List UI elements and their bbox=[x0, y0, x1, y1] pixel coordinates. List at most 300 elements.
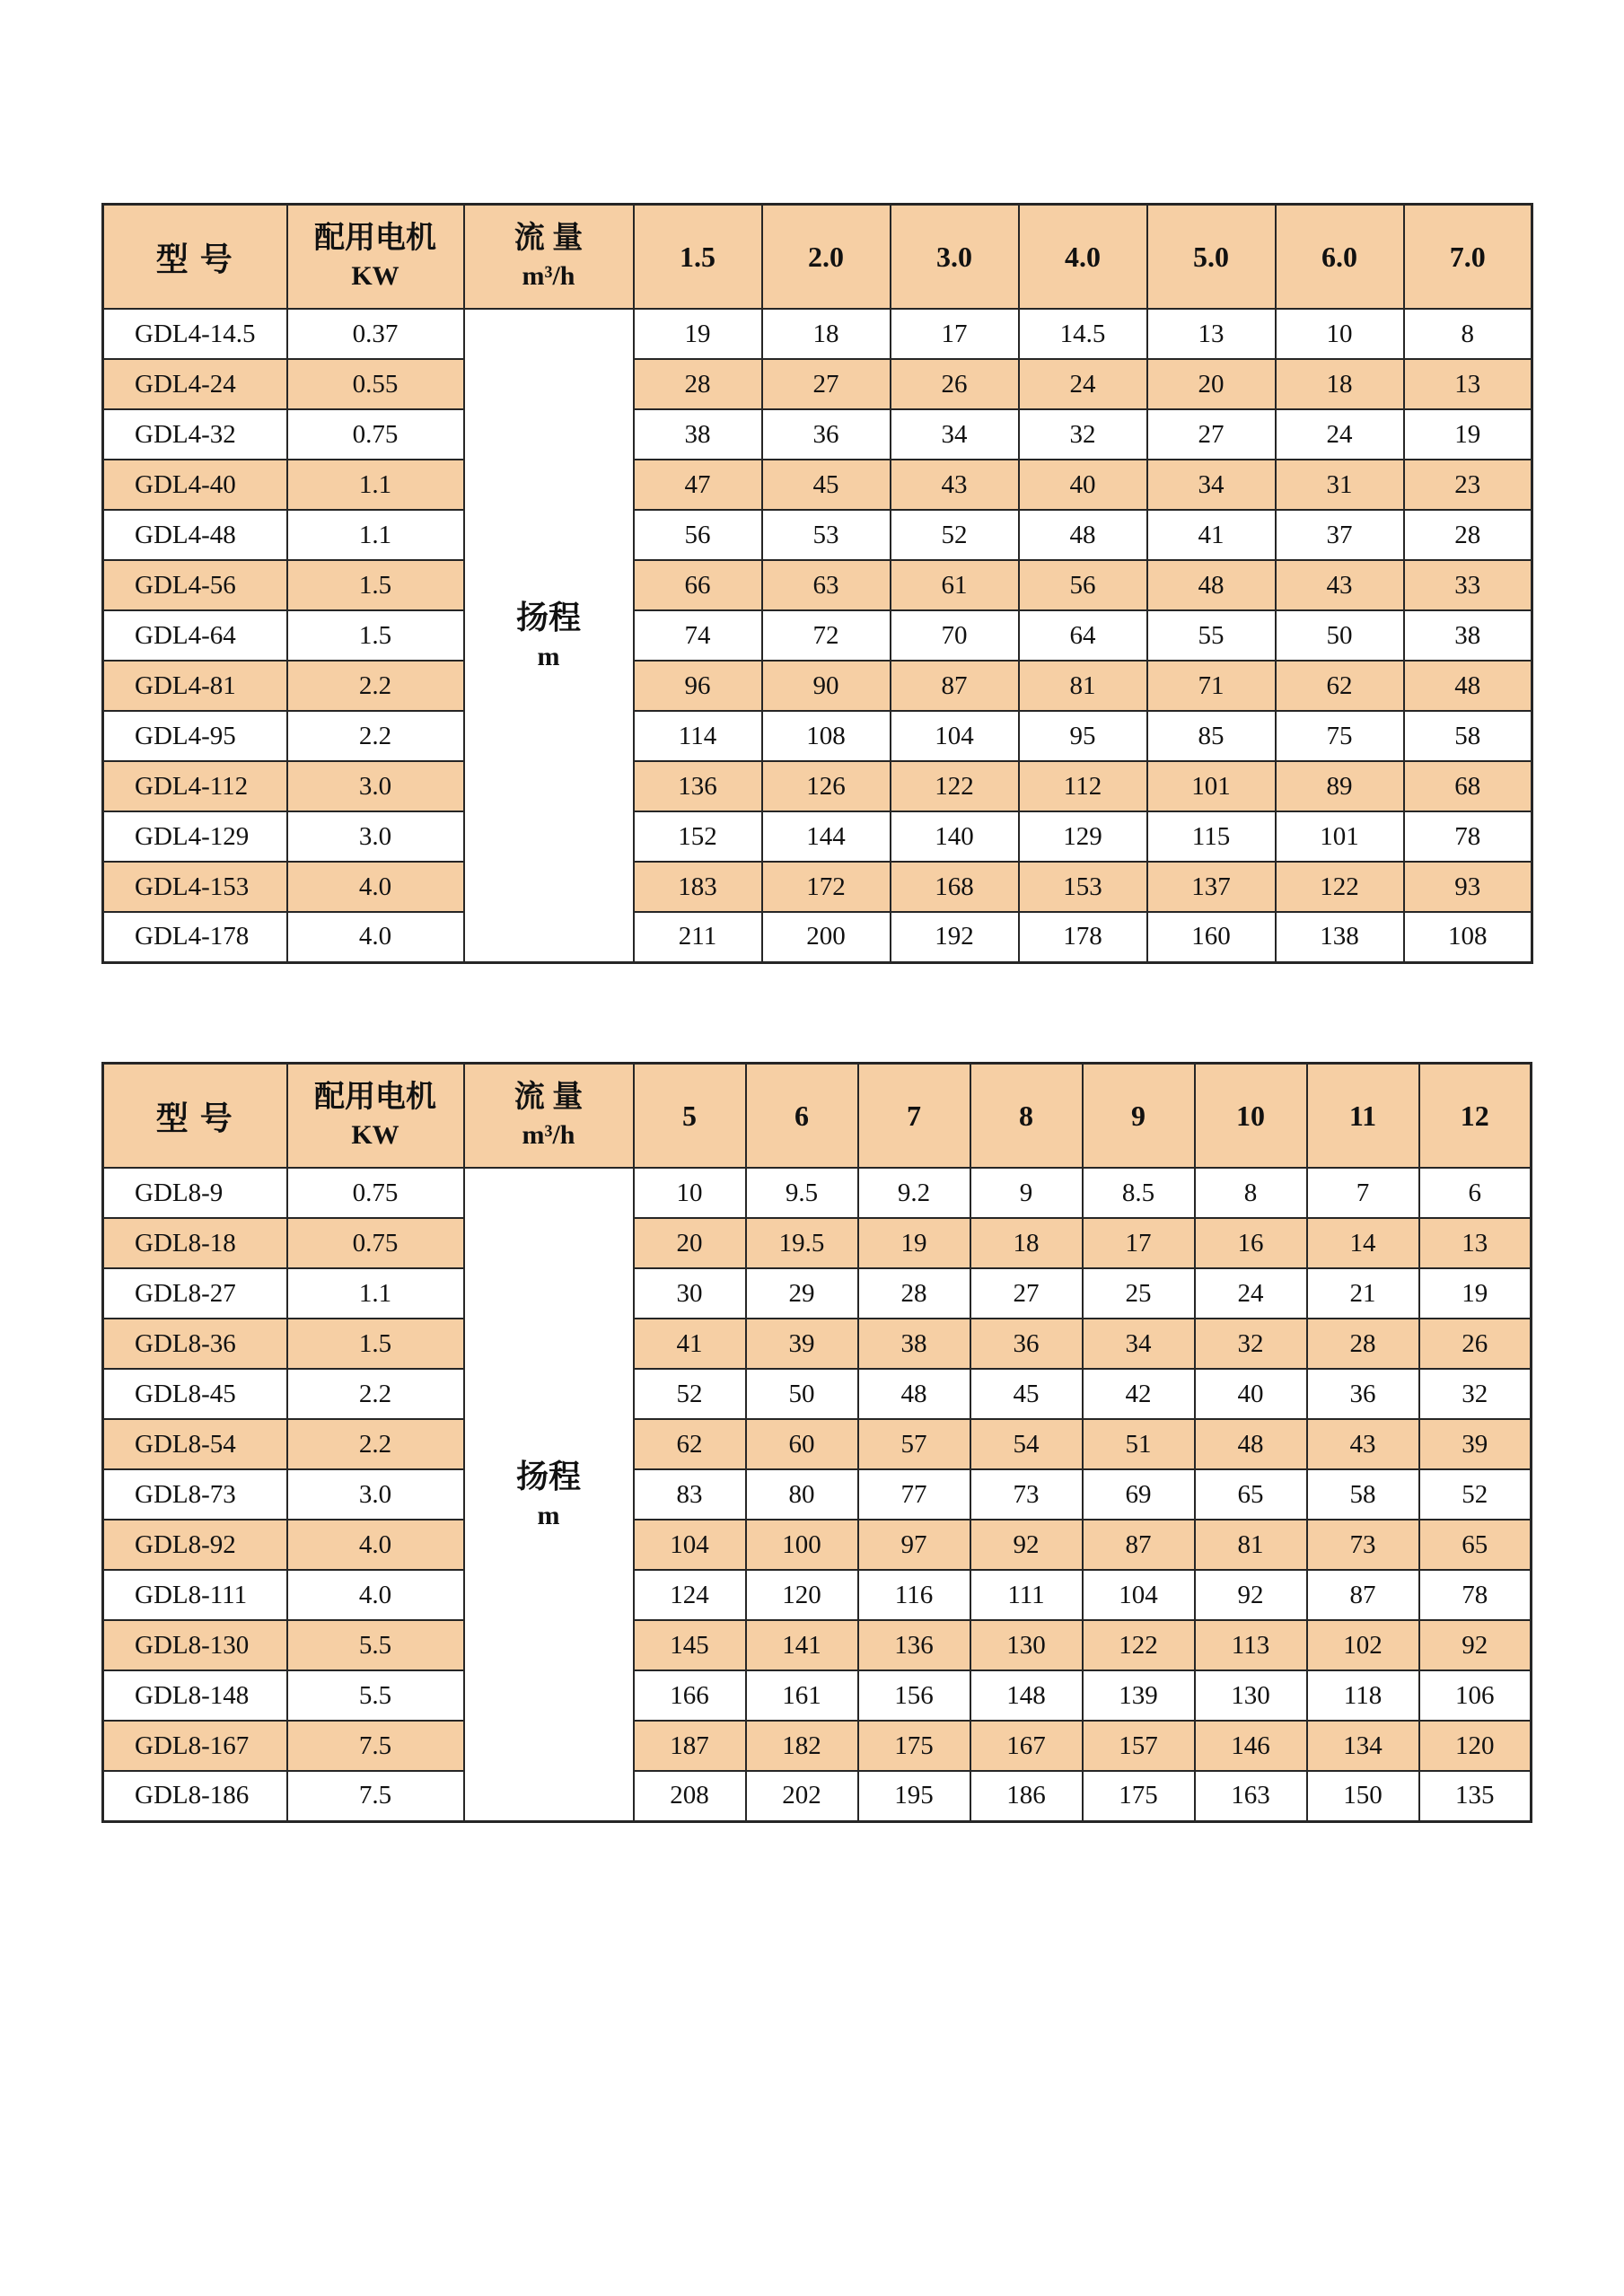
flow-value-header: 3.0 bbox=[891, 205, 1019, 310]
head-value-cell: 96 bbox=[634, 661, 762, 711]
head-value-cell: 38 bbox=[634, 409, 762, 460]
head-value-cell: 153 bbox=[1019, 862, 1147, 912]
head-value-cell: 48 bbox=[1404, 661, 1532, 711]
head-value-cell: 32 bbox=[1019, 409, 1147, 460]
head-value-cell: 70 bbox=[891, 610, 1019, 661]
head-value-cell: 50 bbox=[746, 1369, 858, 1419]
head-value-cell: 57 bbox=[858, 1419, 970, 1469]
table-row bbox=[103, 1620, 1532, 1670]
flow-value-header: 2.0 bbox=[762, 205, 891, 310]
motor-power-cell: 1.1 bbox=[287, 460, 464, 510]
table-row bbox=[103, 1771, 1532, 1821]
head-value-cell: 102 bbox=[1307, 1620, 1419, 1670]
motor-power-cell: 2.2 bbox=[287, 1419, 464, 1469]
model-cell: GDL8-148 bbox=[103, 1670, 287, 1721]
head-value-cell: 163 bbox=[1195, 1771, 1307, 1821]
head-value-cell: 41 bbox=[634, 1319, 746, 1369]
model-cell: GDL8-92 bbox=[103, 1520, 287, 1570]
head-value-cell: 160 bbox=[1147, 912, 1276, 962]
head-value-cell: 141 bbox=[746, 1620, 858, 1670]
head-value-cell: 78 bbox=[1404, 811, 1532, 862]
head-value-cell: 104 bbox=[891, 711, 1019, 761]
head-value-cell: 33 bbox=[1404, 560, 1532, 610]
head-value-cell: 8.5 bbox=[1083, 1168, 1195, 1218]
head-value-cell: 20 bbox=[1147, 359, 1276, 409]
flow-value-header: 10 bbox=[1195, 1064, 1307, 1169]
head-value-cell: 24 bbox=[1276, 409, 1404, 460]
header-row bbox=[103, 1064, 1532, 1169]
head-value-cell: 52 bbox=[1419, 1469, 1532, 1520]
head-value-cell: 108 bbox=[1404, 912, 1532, 962]
head-value-cell: 13 bbox=[1147, 309, 1276, 359]
head-value-cell: 50 bbox=[1276, 610, 1404, 661]
table-row bbox=[103, 1670, 1532, 1721]
head-value-cell: 175 bbox=[858, 1721, 970, 1771]
table-row bbox=[103, 610, 1532, 661]
head-value-cell: 19 bbox=[634, 309, 762, 359]
motor-header-unit: KW bbox=[351, 1120, 399, 1150]
head-value-cell: 73 bbox=[970, 1469, 1083, 1520]
head-value-cell: 182 bbox=[746, 1721, 858, 1771]
head-value-cell: 80 bbox=[746, 1469, 858, 1520]
head-value-cell: 130 bbox=[1195, 1670, 1307, 1721]
head-unit: m bbox=[537, 1500, 560, 1530]
head-value-cell: 8 bbox=[1195, 1168, 1307, 1218]
table-row bbox=[103, 1168, 1532, 1218]
flow-value-header: 6 bbox=[746, 1064, 858, 1169]
head-value-cell: 26 bbox=[891, 359, 1019, 409]
head-value-cell: 97 bbox=[858, 1520, 970, 1570]
table-row bbox=[103, 409, 1532, 460]
head-value-cell: 192 bbox=[891, 912, 1019, 962]
head-value-cell: 17 bbox=[891, 309, 1019, 359]
motor-power-cell: 7.5 bbox=[287, 1721, 464, 1771]
motor-header-line1: 配用电机 bbox=[314, 222, 436, 255]
head-value-cell: 101 bbox=[1276, 811, 1404, 862]
model-cell: GDL8-27 bbox=[103, 1268, 287, 1319]
head-value-cell: 60 bbox=[746, 1419, 858, 1469]
motor-header-unit: KW bbox=[351, 261, 399, 291]
model-cell: GDL4-64 bbox=[103, 610, 287, 661]
head-value-cell: 69 bbox=[1083, 1469, 1195, 1520]
table-row bbox=[103, 309, 1532, 359]
head-value-cell: 52 bbox=[891, 510, 1019, 560]
flow-value-header: 9 bbox=[1083, 1064, 1195, 1169]
model-cell: GDL4-153 bbox=[103, 862, 287, 912]
head-value-cell: 25 bbox=[1083, 1268, 1195, 1319]
head-value-cell: 87 bbox=[1307, 1570, 1419, 1620]
head-value-cell: 152 bbox=[634, 811, 762, 862]
flow-value-header: 5 bbox=[634, 1064, 746, 1169]
head-value-cell: 32 bbox=[1195, 1319, 1307, 1369]
head-value-cell: 65 bbox=[1419, 1520, 1532, 1570]
model-cell: GDL4-48 bbox=[103, 510, 287, 560]
table-row bbox=[103, 1469, 1532, 1520]
gdl8-performance-table bbox=[101, 1062, 1532, 1823]
motor-power-cell: 0.75 bbox=[287, 1168, 464, 1218]
head-value-cell: 19 bbox=[1404, 409, 1532, 460]
motor-power-cell: 5.5 bbox=[287, 1670, 464, 1721]
head-value-cell: 156 bbox=[858, 1670, 970, 1721]
head-value-cell: 120 bbox=[1419, 1721, 1532, 1771]
flow-header-line1: 流 量 bbox=[514, 1081, 584, 1114]
head-value-cell: 161 bbox=[746, 1670, 858, 1721]
table-row bbox=[103, 460, 1532, 510]
head-value-cell: 100 bbox=[746, 1520, 858, 1570]
head-value-cell: 71 bbox=[1147, 661, 1276, 711]
head-value-cell: 202 bbox=[746, 1771, 858, 1821]
head-value-cell: 81 bbox=[1019, 661, 1147, 711]
head-value-cell: 36 bbox=[762, 409, 891, 460]
head-value-cell: 134 bbox=[1307, 1721, 1419, 1771]
head-value-cell: 92 bbox=[1195, 1570, 1307, 1620]
head-value-cell: 61 bbox=[891, 560, 1019, 610]
head-value-cell: 19.5 bbox=[746, 1218, 858, 1268]
head-value-cell: 43 bbox=[891, 460, 1019, 510]
table-header bbox=[103, 205, 1532, 310]
model-cell: GDL8-18 bbox=[103, 1218, 287, 1268]
head-value-cell: 87 bbox=[1083, 1520, 1195, 1570]
head-label: 扬程 bbox=[515, 1458, 581, 1494]
motor-power-cell: 2.2 bbox=[287, 711, 464, 761]
flow-value-header: 11 bbox=[1307, 1064, 1419, 1169]
table-row bbox=[103, 862, 1532, 912]
head-value-cell: 8 bbox=[1404, 309, 1532, 359]
head-value-cell: 42 bbox=[1083, 1369, 1195, 1419]
head-value-cell: 172 bbox=[762, 862, 891, 912]
head-value-cell: 36 bbox=[970, 1319, 1083, 1369]
flow-value-header: 8 bbox=[970, 1064, 1083, 1169]
head-unit-merged-cell bbox=[464, 309, 634, 962]
motor-power-cell: 1.5 bbox=[287, 560, 464, 610]
table-row bbox=[103, 1721, 1532, 1771]
motor-header-line1: 配用电机 bbox=[314, 1081, 436, 1114]
table-body bbox=[103, 309, 1532, 962]
head-value-cell: 150 bbox=[1307, 1771, 1419, 1821]
head-value-cell: 77 bbox=[858, 1469, 970, 1520]
head-value-cell: 43 bbox=[1307, 1419, 1419, 1469]
head-value-cell: 64 bbox=[1019, 610, 1147, 661]
head-value-cell: 124 bbox=[634, 1570, 746, 1620]
table-row bbox=[103, 661, 1532, 711]
head-value-cell: 120 bbox=[746, 1570, 858, 1620]
head-value-cell: 39 bbox=[1419, 1419, 1532, 1469]
head-value-cell: 74 bbox=[634, 610, 762, 661]
model-cell: GDL4-112 bbox=[103, 761, 287, 811]
flow-header-unit: m³/h bbox=[522, 261, 575, 291]
flow-column-header bbox=[464, 1064, 634, 1169]
head-value-cell: 27 bbox=[1147, 409, 1276, 460]
model-cell: GDL8-111 bbox=[103, 1570, 287, 1620]
model-cell: GDL4-14.5 bbox=[103, 309, 287, 359]
motor-power-cell: 4.0 bbox=[287, 1520, 464, 1570]
head-value-cell: 23 bbox=[1404, 460, 1532, 510]
head-value-cell: 138 bbox=[1276, 912, 1404, 962]
head-value-cell: 126 bbox=[762, 761, 891, 811]
motor-power-cell: 4.0 bbox=[287, 862, 464, 912]
model-cell: GDL4-81 bbox=[103, 661, 287, 711]
head-value-cell: 58 bbox=[1307, 1469, 1419, 1520]
head-value-cell: 29 bbox=[746, 1268, 858, 1319]
head-value-cell: 85 bbox=[1147, 711, 1276, 761]
table-body bbox=[103, 1168, 1532, 1821]
head-value-cell: 104 bbox=[1083, 1570, 1195, 1620]
head-value-cell: 34 bbox=[891, 409, 1019, 460]
flow-value-header: 7.0 bbox=[1404, 205, 1532, 310]
head-value-cell: 211 bbox=[634, 912, 762, 962]
flow-value-header: 1.5 bbox=[634, 205, 762, 310]
model-cell: GDL4-32 bbox=[103, 409, 287, 460]
head-value-cell: 47 bbox=[634, 460, 762, 510]
table-header bbox=[103, 1064, 1532, 1169]
head-value-cell: 148 bbox=[970, 1670, 1083, 1721]
head-value-cell: 39 bbox=[746, 1319, 858, 1369]
head-value-cell: 137 bbox=[1147, 862, 1276, 912]
head-value-cell: 63 bbox=[762, 560, 891, 610]
head-value-cell: 38 bbox=[858, 1319, 970, 1369]
head-value-cell: 83 bbox=[634, 1469, 746, 1520]
head-value-cell: 52 bbox=[634, 1369, 746, 1419]
head-value-cell: 28 bbox=[634, 359, 762, 409]
table-row bbox=[103, 1319, 1532, 1369]
head-value-cell: 111 bbox=[970, 1570, 1083, 1620]
head-value-cell: 78 bbox=[1419, 1570, 1532, 1620]
head-value-cell: 89 bbox=[1276, 761, 1404, 811]
head-value-cell: 208 bbox=[634, 1771, 746, 1821]
motor-power-cell: 4.0 bbox=[287, 1570, 464, 1620]
head-value-cell: 106 bbox=[1419, 1670, 1532, 1721]
head-value-cell: 144 bbox=[762, 811, 891, 862]
gdl4-performance-table bbox=[101, 203, 1533, 964]
head-value-cell: 19 bbox=[858, 1218, 970, 1268]
head-value-cell: 10 bbox=[1276, 309, 1404, 359]
head-value-cell: 14 bbox=[1307, 1218, 1419, 1268]
head-value-cell: 129 bbox=[1019, 811, 1147, 862]
head-value-cell: 16 bbox=[1195, 1218, 1307, 1268]
head-value-cell: 66 bbox=[634, 560, 762, 610]
head-value-cell: 38 bbox=[1404, 610, 1532, 661]
head-value-cell: 51 bbox=[1083, 1419, 1195, 1469]
head-value-cell: 187 bbox=[634, 1721, 746, 1771]
table-row bbox=[103, 912, 1532, 962]
head-value-cell: 115 bbox=[1147, 811, 1276, 862]
head-value-cell: 27 bbox=[970, 1268, 1083, 1319]
head-value-cell: 73 bbox=[1307, 1520, 1419, 1570]
table-row bbox=[103, 560, 1532, 610]
head-value-cell: 37 bbox=[1276, 510, 1404, 560]
head-value-cell: 48 bbox=[1195, 1419, 1307, 1469]
motor-power-cell: 2.2 bbox=[287, 1369, 464, 1419]
head-value-cell: 104 bbox=[634, 1520, 746, 1570]
model-cell: GDL8-186 bbox=[103, 1771, 287, 1821]
flow-value-header: 5.0 bbox=[1147, 205, 1276, 310]
head-value-cell: 87 bbox=[891, 661, 1019, 711]
head-value-cell: 62 bbox=[634, 1419, 746, 1469]
table-row bbox=[103, 510, 1532, 560]
table-row bbox=[103, 711, 1532, 761]
head-value-cell: 53 bbox=[762, 510, 891, 560]
motor-power-cell: 1.5 bbox=[287, 1319, 464, 1369]
head-value-cell: 140 bbox=[891, 811, 1019, 862]
head-value-cell: 135 bbox=[1419, 1771, 1532, 1821]
head-value-cell: 183 bbox=[634, 862, 762, 912]
head-value-cell: 24 bbox=[1195, 1268, 1307, 1319]
table-row bbox=[103, 1369, 1532, 1419]
motor-power-column-header bbox=[287, 205, 464, 310]
head-value-cell: 136 bbox=[858, 1620, 970, 1670]
head-value-cell: 18 bbox=[970, 1218, 1083, 1268]
motor-power-cell: 5.5 bbox=[287, 1620, 464, 1670]
head-value-cell: 175 bbox=[1083, 1771, 1195, 1821]
head-value-cell: 58 bbox=[1404, 711, 1532, 761]
head-value-cell: 34 bbox=[1147, 460, 1276, 510]
model-cell: GDL4-24 bbox=[103, 359, 287, 409]
head-value-cell: 186 bbox=[970, 1771, 1083, 1821]
motor-power-column-header bbox=[287, 1064, 464, 1169]
table-row bbox=[103, 1268, 1532, 1319]
head-value-cell: 112 bbox=[1019, 761, 1147, 811]
head-value-cell: 32 bbox=[1419, 1369, 1532, 1419]
head-value-cell: 95 bbox=[1019, 711, 1147, 761]
head-value-cell: 30 bbox=[634, 1268, 746, 1319]
head-value-cell: 21 bbox=[1307, 1268, 1419, 1319]
table-row bbox=[103, 1218, 1532, 1268]
head-value-cell: 13 bbox=[1419, 1218, 1532, 1268]
head-value-cell: 9.2 bbox=[858, 1168, 970, 1218]
flow-value-header: 12 bbox=[1419, 1064, 1532, 1169]
motor-power-cell: 3.0 bbox=[287, 761, 464, 811]
head-value-cell: 24 bbox=[1019, 359, 1147, 409]
head-unit: m bbox=[537, 641, 560, 671]
flow-header-unit: m³/h bbox=[522, 1120, 575, 1150]
head-value-cell: 55 bbox=[1147, 610, 1276, 661]
head-value-cell: 7 bbox=[1307, 1168, 1419, 1218]
head-value-cell: 108 bbox=[762, 711, 891, 761]
head-value-cell: 31 bbox=[1276, 460, 1404, 510]
head-value-cell: 122 bbox=[1276, 862, 1404, 912]
motor-power-cell: 0.37 bbox=[287, 309, 464, 359]
head-value-cell: 27 bbox=[762, 359, 891, 409]
header-row bbox=[103, 205, 1532, 310]
head-value-cell: 54 bbox=[970, 1419, 1083, 1469]
head-value-cell: 9 bbox=[970, 1168, 1083, 1218]
head-value-cell: 72 bbox=[762, 610, 891, 661]
motor-power-cell: 0.75 bbox=[287, 1218, 464, 1268]
model-cell: GDL8-73 bbox=[103, 1469, 287, 1520]
model-cell: GDL4-95 bbox=[103, 711, 287, 761]
head-value-cell: 146 bbox=[1195, 1721, 1307, 1771]
head-value-cell: 101 bbox=[1147, 761, 1276, 811]
head-value-cell: 14.5 bbox=[1019, 309, 1147, 359]
head-unit-merged-cell bbox=[464, 1168, 634, 1821]
flow-column-header bbox=[464, 205, 634, 310]
motor-power-cell: 1.1 bbox=[287, 510, 464, 560]
head-value-cell: 26 bbox=[1419, 1319, 1532, 1369]
table-row bbox=[103, 761, 1532, 811]
motor-power-cell: 4.0 bbox=[287, 912, 464, 962]
head-value-cell: 116 bbox=[858, 1570, 970, 1620]
head-value-cell: 41 bbox=[1147, 510, 1276, 560]
head-value-cell: 122 bbox=[1083, 1620, 1195, 1670]
head-value-cell: 136 bbox=[634, 761, 762, 811]
model-column-header: 型 号 bbox=[103, 205, 287, 310]
head-value-cell: 145 bbox=[634, 1620, 746, 1670]
head-value-cell: 56 bbox=[634, 510, 762, 560]
head-value-cell: 62 bbox=[1276, 661, 1404, 711]
head-value-cell: 10 bbox=[634, 1168, 746, 1218]
head-value-cell: 167 bbox=[970, 1721, 1083, 1771]
model-cell: GDL8-130 bbox=[103, 1620, 287, 1670]
head-value-cell: 65 bbox=[1195, 1469, 1307, 1520]
head-value-cell: 28 bbox=[1404, 510, 1532, 560]
head-value-cell: 18 bbox=[762, 309, 891, 359]
head-value-cell: 13 bbox=[1404, 359, 1532, 409]
head-value-cell: 20 bbox=[634, 1218, 746, 1268]
table-row bbox=[103, 811, 1532, 862]
model-cell: GDL8-167 bbox=[103, 1721, 287, 1771]
flow-value-header: 6.0 bbox=[1276, 205, 1404, 310]
head-value-cell: 118 bbox=[1307, 1670, 1419, 1721]
model-cell: GDL8-9 bbox=[103, 1168, 287, 1218]
head-value-cell: 200 bbox=[762, 912, 891, 962]
model-column-header: 型 号 bbox=[103, 1064, 287, 1169]
head-value-cell: 130 bbox=[970, 1620, 1083, 1670]
head-value-cell: 56 bbox=[1019, 560, 1147, 610]
head-value-cell: 48 bbox=[1019, 510, 1147, 560]
motor-power-cell: 1.5 bbox=[287, 610, 464, 661]
motor-power-cell: 2.2 bbox=[287, 661, 464, 711]
model-cell: GDL4-56 bbox=[103, 560, 287, 610]
model-cell: GDL4-40 bbox=[103, 460, 287, 510]
head-value-cell: 28 bbox=[1307, 1319, 1419, 1369]
head-value-cell: 18 bbox=[1276, 359, 1404, 409]
motor-power-cell: 0.55 bbox=[287, 359, 464, 409]
model-cell: GDL4-178 bbox=[103, 912, 287, 962]
head-value-cell: 45 bbox=[762, 460, 891, 510]
model-cell: GDL8-45 bbox=[103, 1369, 287, 1419]
motor-power-cell: 3.0 bbox=[287, 1469, 464, 1520]
head-value-cell: 113 bbox=[1195, 1620, 1307, 1670]
head-value-cell: 92 bbox=[1419, 1620, 1532, 1670]
head-value-cell: 92 bbox=[970, 1520, 1083, 1570]
head-value-cell: 93 bbox=[1404, 862, 1532, 912]
head-value-cell: 36 bbox=[1307, 1369, 1419, 1419]
model-cell: GDL8-54 bbox=[103, 1419, 287, 1469]
head-value-cell: 17 bbox=[1083, 1218, 1195, 1268]
flow-value-header: 7 bbox=[858, 1064, 970, 1169]
head-value-cell: 45 bbox=[970, 1369, 1083, 1419]
head-value-cell: 122 bbox=[891, 761, 1019, 811]
head-value-cell: 19 bbox=[1419, 1268, 1532, 1319]
head-value-cell: 6 bbox=[1419, 1168, 1532, 1218]
head-value-cell: 34 bbox=[1083, 1319, 1195, 1369]
motor-power-cell: 0.75 bbox=[287, 409, 464, 460]
flow-value-header: 4.0 bbox=[1019, 205, 1147, 310]
head-value-cell: 48 bbox=[858, 1369, 970, 1419]
head-value-cell: 81 bbox=[1195, 1520, 1307, 1570]
head-value-cell: 40 bbox=[1195, 1369, 1307, 1419]
head-value-cell: 166 bbox=[634, 1670, 746, 1721]
head-value-cell: 178 bbox=[1019, 912, 1147, 962]
head-value-cell: 48 bbox=[1147, 560, 1276, 610]
table-row bbox=[103, 1520, 1532, 1570]
head-value-cell: 90 bbox=[762, 661, 891, 711]
motor-power-cell: 7.5 bbox=[287, 1771, 464, 1821]
table-row bbox=[103, 1570, 1532, 1620]
model-cell: GDL8-36 bbox=[103, 1319, 287, 1369]
flow-header-line1: 流 量 bbox=[514, 222, 584, 255]
head-value-cell: 28 bbox=[858, 1268, 970, 1319]
